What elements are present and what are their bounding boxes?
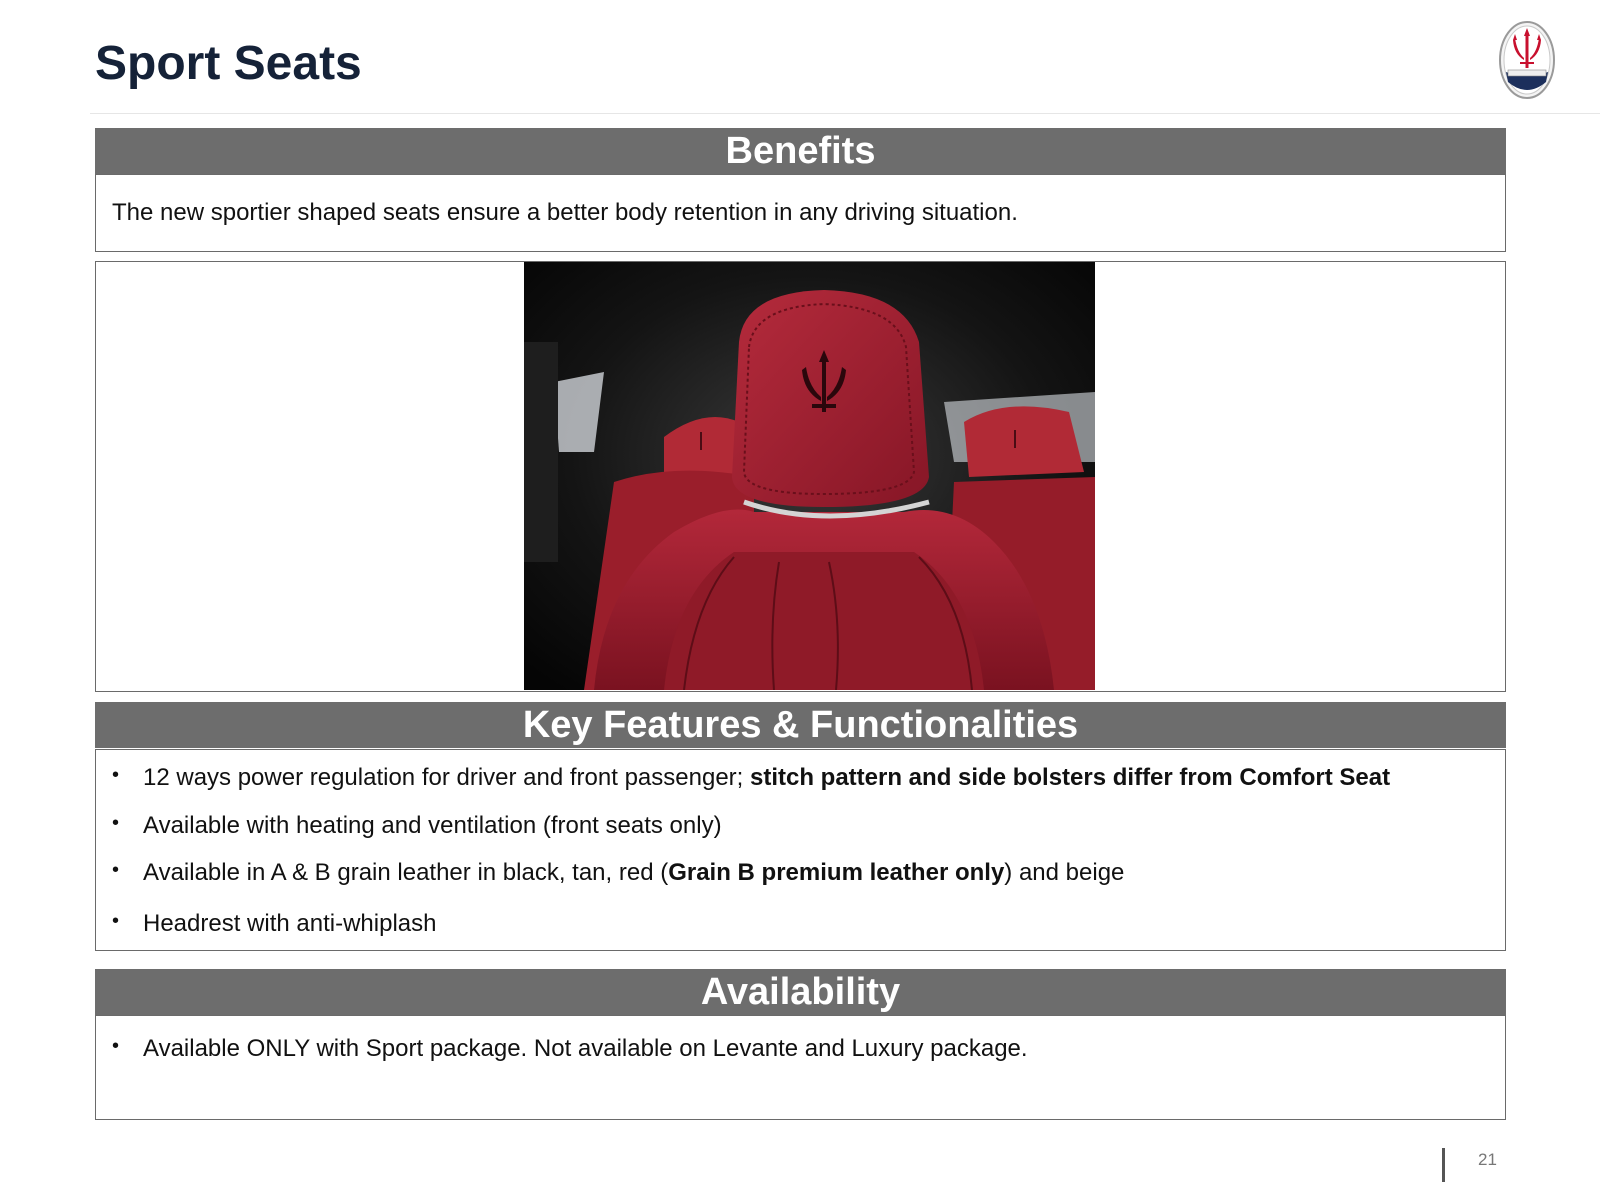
bullet-icon: •	[112, 910, 120, 932]
maserati-logo-icon	[1498, 20, 1556, 100]
features-header: Key Features & Functionalities	[95, 702, 1506, 748]
red-sport-seat-photo	[524, 262, 1095, 690]
availability-list	[112, 1035, 1495, 1063]
features-box	[95, 749, 1506, 951]
benefits-text: The new sportier shaped seats ensure a better body retention in any driving situation.	[112, 199, 1018, 226]
title-divider	[90, 113, 1600, 114]
features-list	[112, 764, 1495, 938]
availability-header: Availability	[95, 969, 1506, 1015]
list-item: • Available in A & B grain leather in black, tan, red (Grain B premium leather only) and beige	[112, 859, 1125, 886]
benefits-header: Benefits	[95, 128, 1506, 174]
page-number: 21	[1478, 1150, 1497, 1169]
list-item: • Available ONLY with Sport package. Not available on Levante and Luxury package.	[112, 1035, 1028, 1062]
image-box	[95, 261, 1506, 692]
availability-box	[95, 1015, 1506, 1120]
slide-title: Sport Seats	[95, 37, 362, 90]
bullet-icon: •	[112, 1035, 120, 1057]
list-item: • Available with heating and ventilation (front seats only)	[112, 812, 722, 839]
footer-divider	[1442, 1148, 1445, 1182]
list-item: • 12 ways power regulation for driver and front passenger; stitch pattern and side bolsters differ from Comfort Seat	[112, 764, 1391, 791]
bullet-icon: •	[112, 764, 120, 786]
list-item: • Headrest with anti-whiplash	[112, 910, 437, 937]
bullet-icon: •	[112, 859, 120, 881]
bullet-icon: •	[112, 812, 120, 834]
benefits-box	[95, 174, 1506, 252]
